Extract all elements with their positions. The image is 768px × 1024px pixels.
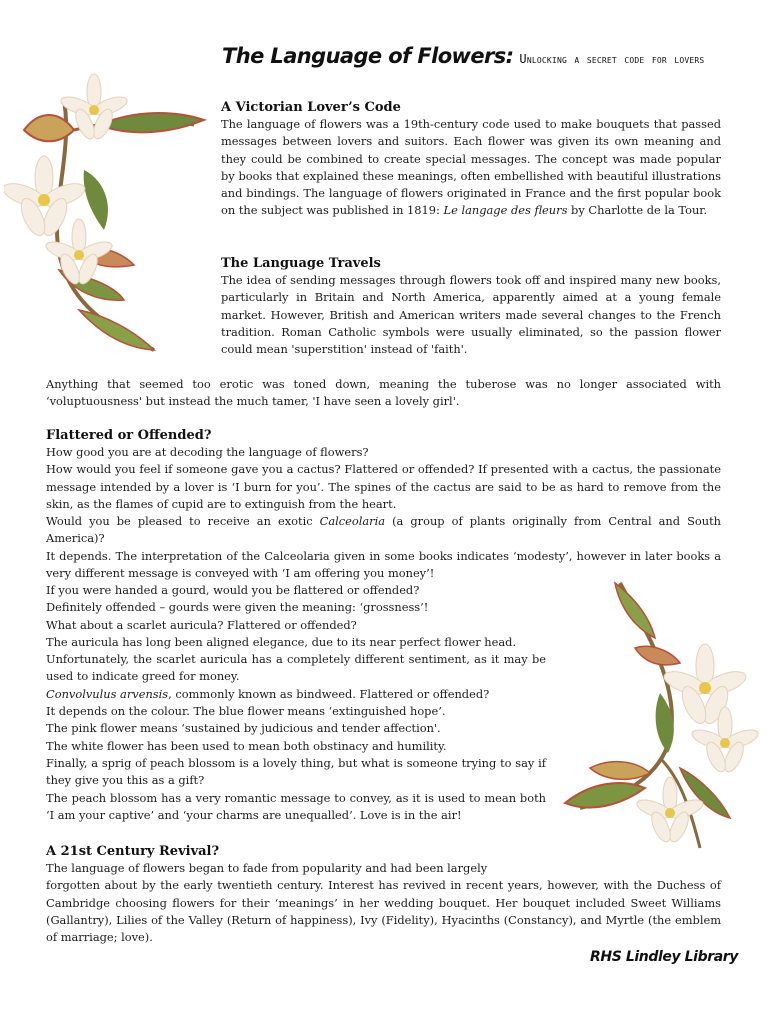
page-title [222,44,742,80]
title-subtitle: Unlocking a secret code for lovers [519,52,705,66]
text-victorian-main: The language of flowers was a 19th-century code used to make bouquets that passed messages between lovers and suitors. Each flower was given its own meaning and they could be combined to create special messages. The concept was made popular by books that explained these meanings, often embellished with beautiful illustrations and bindings. The language of flowers originated in France and the first popular book on the subject was published in 1819: [221,117,721,218]
section-flattered-narrow [46,582,546,824]
revival-body: forgotten about by the early twentieth century. Interest has revived in recent years, however, with the Duchess of Cambridge choosing flowers for their ‘meanings’ in her wedding bouquet. Her bouquet included Sweet Williams (Gallantry), Lilies of the Valley (Return of happiness), Ivy (Fidelity), Hyacinths (Constancy), and Myrtle (the emblem of marriage; love). [46,878,721,945]
calceolaria-q-end: (a group of plants originally from Central and South America)? [46,514,721,546]
calceolaria-name: Calceolaria [319,514,386,529]
bindweed-answer-3: The white flower has been used to mean both obstinacy and humility. [46,738,447,753]
gourd-question: If you were handed a gourd, would you be flattered or offended? [46,583,420,597]
orchid-illustration-bottom [560,578,760,863]
auricula-question: What about a scarlet auricula? Flattered or offended? [46,617,357,632]
book-title: Le langage des fleurs [443,203,568,218]
section-travels [221,255,721,358]
blossoms-bottom [635,644,760,844]
calceolaria-question [46,513,721,548]
calceolaria-answer: It depends. The interpretation of the Calceolaria given in some books indicates ‘modesty’, however in later books a very different message is conveyed with ‘I am offering you money’! [46,548,721,581]
signature: RHS Lindley Library [590,949,738,965]
flattered-intro: How good you are at decoding the language of flowers? [46,445,369,459]
revival-line-1: The language of flowers began to fade from popularity and had been largely [46,861,488,875]
section-revival [46,843,721,946]
auricula-answer-2: Unfortunately, the scarlet auricula has a completely different sentiment, as it may be used to indicate greed for money. [46,652,546,684]
bindweed-q-end: , commonly known as bindweed. Flattered or offended? [168,686,490,701]
heading-revival: A 21st Century Revival? [46,844,220,859]
body-travels-continuation: Anything that seemed too erotic was toned down, meaning the tuberose was no longer associated with ‘voluptuousness' but instead the much tamer, 'I have seen a lovely girl'. [46,377,721,409]
bindweed-name: Convolvulus arvensis [46,686,169,701]
bindweed-answer-1: It depends on the colour. The blue flower means ‘extinguished hope’. [46,704,446,719]
orchid-illustration-top [4,70,209,360]
title-main: The Language of Flowers: [222,44,514,68]
leaves-bottom [565,583,730,818]
bindweed-answer-2: The pink flower means ‘sustained by judicious and tender affection'. [46,721,441,736]
cactus-text: How would you feel if someone gave you a cactus? Flattered or offended? If presented with a cactus, the passionate message intended by a lover is ‘I burn for you’. The spines of the cactus are said to be as hard to remove from the skin, as the flames of cupid are to extinguish from the heart. [46,462,721,511]
bindweed-question [46,686,546,703]
section-travels-continued [46,376,721,411]
section-flattered [46,427,721,582]
peach-question: Finally, a sprig of peach blossom is a lovely thing, but what is someone trying to say if they give you this as a gift? [46,755,546,788]
peach-answer: The peach blossom has a very romantic message to convey, as it is used to mean both ‘I am your captive’ and ‘your charms are unequalled’. Love is in the air! [46,790,546,822]
calceolaria-q-start: Would you be pleased to receive an exotic [46,514,320,529]
auricula-answer-1: The auricula has long been aligned elegance, due to its near perfect flower head. [46,634,517,649]
body-travels: The idea of sending messages through flowers took off and inspired many new books, particularly in Britain and North America, apparently aimed at a young female market. However, British and American writers made several changes to the French tradition. Roman Catholic symbols were usually eliminated, so the passion flower could mean 'superstition' instead of 'faith'. [221,273,721,357]
text-victorian-end: by Charlotte de la Tour. [567,203,708,218]
heading-travels: The Language Travels [221,256,381,271]
section-victorian [221,99,721,220]
heading-victorian: A Victorian Lover’s Code [221,100,401,115]
heading-flattered: Flattered or Offended? [46,428,212,443]
gourd-answer: Definitely offended – gourds were given the meaning: ‘grossness’! [46,600,429,615]
body-victorian [221,116,721,220]
